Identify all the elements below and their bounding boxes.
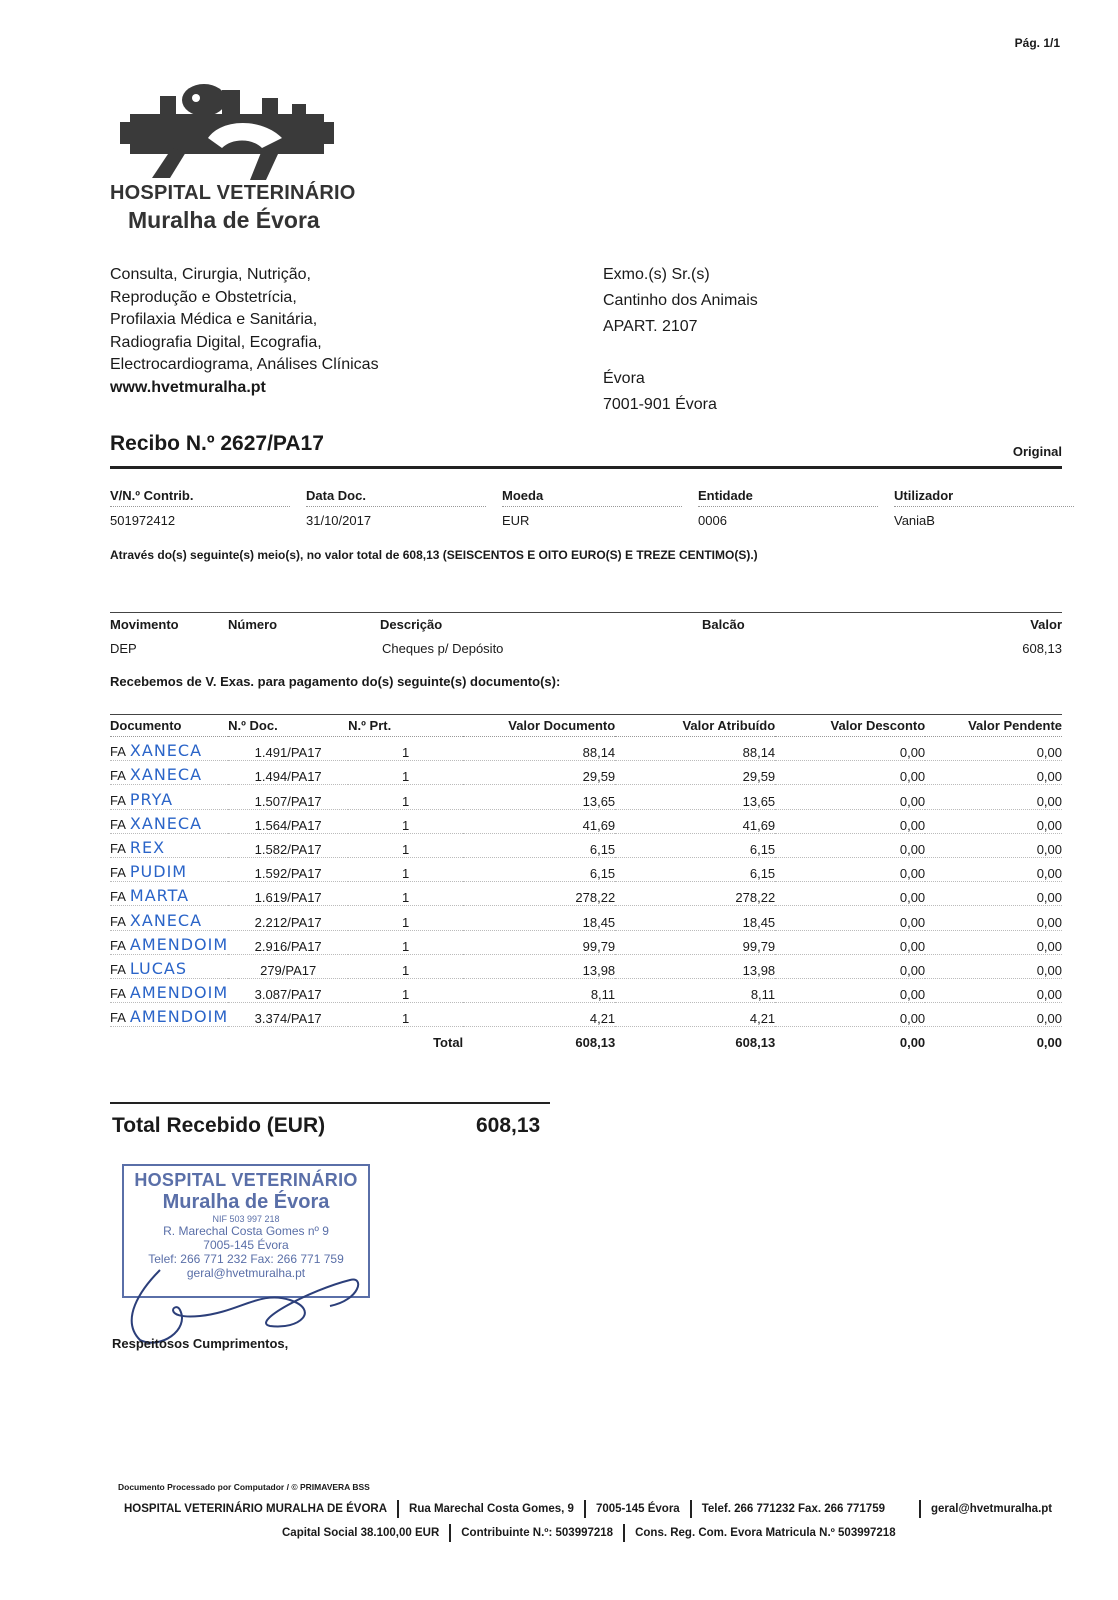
cell-assigned-value: 4,21 [615,1003,775,1027]
cell-doc-number: 1.507/PA17 [228,785,348,809]
doc-type: FA [110,986,126,1002]
footer-line2 [282,1524,896,1542]
movement-header: Descrição [380,617,443,632]
meta-header: Moeda [502,488,682,507]
doc-type: FA [110,937,126,953]
footer-capital: Capital Social 38.100,00 EUR [282,1527,440,1540]
handwritten-note: XANECA [129,813,203,833]
cell-assigned-value: 41,69 [615,809,775,833]
cell-part-number: 1 [348,1003,463,1027]
cell-discount-value: 0,00 [775,1003,925,1027]
movement-header: Número [228,617,278,632]
movement-header: Valor [1030,617,1062,632]
cell-discount-value: 0,00 [775,954,925,978]
cell-doc-value: 4,21 [463,1003,615,1027]
handwritten-note: AMENDOIM [129,1007,229,1027]
movement-header: Balcão [702,617,745,632]
cell-part-number: 1 [348,930,463,954]
cell-part-number: 1 [348,882,463,906]
cell-total-doc-value: 608,13 [575,1035,616,1051]
handwritten-note: PRYA [129,789,174,809]
total-divider [110,1102,550,1104]
recipient-city: Évora [603,370,645,387]
table-row [110,978,1062,1002]
cell-doc-number: 279/PA17 [228,954,348,978]
service-line: Electrocardiograma, Análises Clínicas [110,356,379,374]
service-line: Profilaxia Médica e Sanitária, [110,311,318,329]
service-line: Radiografia Digital, Ecografia, [110,333,322,351]
doc-type: FA [110,1010,126,1026]
cell-doc-value: 13,98 [463,954,615,978]
cell-doc-value: 29,59 [463,761,615,785]
cell-pending-value: 0,00 [925,737,1062,761]
table-row [110,857,1062,881]
cell-part-number: 1 [348,833,463,857]
cell-doc-number: 2.916/PA17 [228,930,348,954]
doc-type: FA [110,913,126,929]
cell-document [110,737,228,761]
cell-part-number: 1 [348,761,463,785]
meta-value: 0006 [698,513,727,528]
cell-pending-value: 0,00 [925,954,1062,978]
payment-description: Através do(s) seguinte(s) meio(s), no valor total de 608,13 (SEISCENTOS E OITO EURO(S) E TREZE CENTIMO(S).) [110,548,758,562]
cell-discount-value: 0,00 [775,978,925,1002]
docs-divider [110,714,1062,715]
cell-document [110,785,228,809]
doc-type: FA [110,816,126,832]
cell-pending-value: 0,00 [925,809,1062,833]
footer-company: HOSPITAL VETERINÁRIO MURALHA DE ÉVORA [124,1503,388,1516]
services-list [110,264,379,400]
salutation: Exmo.(s) Sr.(s) [603,266,710,283]
receipt-title: Recibo N.º 2627/PA17 [110,432,324,455]
doc-type: FA [110,792,126,808]
recipient-name: Cantinho dos Animais [603,292,758,309]
footer-email: geral@hvetmuralha.pt [931,1503,1053,1516]
cell-doc-number: 2.212/PA17 [228,906,348,930]
cell-pending-value: 0,00 [925,930,1062,954]
cell-doc-value: 88,14 [463,737,615,761]
cell-discount-value: 0,00 [775,930,925,954]
footer-nif: Contribuinte N.º: 503997218 [461,1527,614,1540]
cell-pending-value: 0,00 [925,906,1062,930]
cell-discount-value: 0,00 [775,785,925,809]
movement-header: Movimento [110,617,179,632]
stamp-postal: 7005-145 Évora [203,1238,289,1252]
cell-discount-value: 0,00 [775,809,925,833]
service-line: Consulta, Cirurgia, Nutrição, [110,266,311,283]
stamp-line1: HOSPITAL VETERINÁRIO [134,1170,358,1190]
movement-type: DEP [110,641,137,656]
cell-discount-value: 0,00 [775,737,925,761]
cell-document [110,857,228,881]
meta-header: Data Doc. [306,488,486,507]
table-row [110,737,1062,761]
cell-assigned-value: 6,15 [615,857,775,881]
cell-empty [110,1027,228,1051]
column-header: N.º Prt. [348,718,463,737]
cell-assigned-value: 99,79 [615,930,775,954]
cell-discount-value: 0,00 [775,906,925,930]
column-header: Valor Pendente [925,718,1062,737]
stamp-email: geral@hvetmuralha.pt [186,1266,306,1280]
cell-discount-value: 0,00 [775,833,925,857]
cell-assigned-value: 8,11 [615,978,775,1002]
cell-pending-value: 0,00 [925,857,1062,881]
cell-pending-value: 0,00 [925,833,1062,857]
column-header: N.º Doc. [228,718,348,737]
table-row [110,954,1062,978]
hospital-logo-icon [112,78,342,182]
cell-part-number: 1 [348,978,463,1002]
cell-doc-number: 1.582/PA17 [228,833,348,857]
closing-text: Respeitosos Cumprimentos, [112,1336,289,1351]
cell-document [110,833,228,857]
doc-type: FA [110,744,126,760]
cell-part-number: 1 [348,737,463,761]
cell-document [110,1003,228,1027]
movement-value: 608,13 [1022,641,1062,656]
table-row [110,1003,1062,1027]
cell-doc-value: 18,45 [463,906,615,930]
service-line: Reprodução e Obstetrícia, [110,288,297,306]
doc-type: FA [110,865,126,881]
received-description: Recebemos de V. Exas. para pagamento do(s) seguinte(s) documento(s): [110,674,561,689]
movement-description: Cheques p/ Depósito [382,641,504,656]
total-row [110,1027,1062,1051]
cell-doc-value: 8,11 [463,978,615,1002]
cell-assigned-value: 6,15 [615,833,775,857]
cell-part-number: 1 [348,857,463,881]
cell-document [110,809,228,833]
cell-doc-value: 99,79 [463,930,615,954]
movement-divider [110,612,1062,613]
meta-value: VaniaB [894,513,935,528]
cell-empty [228,1027,348,1051]
cell-document [110,761,228,785]
table-header-row [110,718,1062,737]
column-header: Valor Atribuído [615,718,775,737]
meta-value: 501972412 [110,513,176,528]
stamp-line2: Muralha de Évora [162,1191,330,1213]
stamp-phones: Telef: 266 771 232 Fax: 266 771 759 [148,1252,344,1266]
handwritten-note: AMENDOIM [129,934,229,954]
cell-doc-number: 1.619/PA17 [228,882,348,906]
header-divider [110,466,1062,469]
table-row [110,930,1062,954]
cell-doc-value: 6,15 [463,833,615,857]
cell-pending-value: 0,00 [925,882,1062,906]
doc-type: FA [110,961,126,977]
cell-part-number: 1 [348,809,463,833]
column-header: Documento [110,718,228,737]
footer-line1 [124,1500,1052,1518]
doc-type: FA [110,889,126,905]
cell-assigned-value: 29,59 [615,761,775,785]
cell-doc-value: 6,15 [463,857,615,881]
footer-registry: Cons. Reg. Com. Evora Matricula N.º 503997218 [635,1527,896,1540]
cell-discount-value: 0,00 [775,761,925,785]
cell-pending-value: 0,00 [925,978,1062,1002]
cell-document [110,906,228,930]
total-received-label: Total Recebido (EUR) [112,1114,326,1137]
handwritten-note: LUCAS [129,958,188,978]
table-row [110,761,1062,785]
cell-assigned-value: 278,22 [615,882,775,906]
page-number: Pág. 1/1 [1014,36,1060,50]
meta-value: 31/10/2017 [306,513,372,528]
handwritten-note: AMENDOIM [129,983,229,1003]
cell-part-number: 1 [348,954,463,978]
cell-total-discount: 0,00 [899,1035,926,1051]
meta-header: Utilizador [894,488,1074,507]
stamp-nif: NIF 503 997 218 [212,1214,280,1224]
footer-phone: Telef. 266 771232 Fax. 266 771759 [701,1503,885,1516]
cell-assigned-value: 13,98 [615,954,775,978]
table-row [110,809,1062,833]
stamp-street: R. Marechal Costa Gomes nº 9 [163,1224,329,1238]
documents-table [110,718,1062,1050]
doc-type: FA [110,768,126,784]
handwritten-note: REX [129,837,166,857]
brand-subname: Muralha de Évora [128,207,320,233]
doc-type: FA [110,840,126,856]
column-header: Valor Desconto [775,718,925,737]
cell-discount-value: 0,00 [775,857,925,881]
cell-part-number: 1 [348,785,463,809]
cell-total-pending: 0,00 [1036,1035,1062,1051]
total-label: Total [433,1035,464,1051]
cell-document [110,930,228,954]
cell-doc-number: 1.491/PA17 [228,737,348,761]
handwritten-note: XANECA [129,765,203,785]
recipient-apartado: APART. 2107 [603,318,698,335]
cell-doc-number: 1.494/PA17 [228,761,348,785]
cell-doc-number: 1.592/PA17 [228,857,348,881]
cell-doc-value: 13,65 [463,785,615,809]
website: www.hvetmuralha.pt [110,378,266,396]
meta-value: EUR [502,513,530,528]
cell-assigned-value: 18,45 [615,906,775,930]
handwritten-note: MARTA [129,886,190,906]
cell-assigned-value: 88,14 [615,737,775,761]
table-row [110,785,1062,809]
handwritten-note: PUDIM [129,862,188,882]
cell-discount-value: 0,00 [775,882,925,906]
cell-total-assigned: 608,13 [735,1035,776,1051]
cell-doc-number: 3.087/PA17 [228,978,348,1002]
meta-header: Entidade [698,488,878,507]
table-row [110,882,1062,906]
handwritten-note: XANECA [129,741,203,761]
cell-document [110,978,228,1002]
cell-doc-number: 3.374/PA17 [228,1003,348,1027]
cell-part-number: 1 [348,906,463,930]
cell-doc-number: 1.564/PA17 [228,809,348,833]
footer-street: Rua Marechal Costa Gomes, 9 [409,1503,574,1516]
cell-assigned-value: 13,65 [615,785,775,809]
table-row [110,833,1062,857]
cell-pending-value: 0,00 [925,785,1062,809]
recipient-address [603,262,758,418]
cell-pending-value: 0,00 [925,761,1062,785]
cell-pending-value: 0,00 [925,1003,1062,1027]
cell-document [110,954,228,978]
cell-doc-value: 278,22 [463,882,615,906]
handwritten-note: XANECA [129,910,203,930]
brand-name: HOSPITAL VETERINÁRIO [110,182,356,204]
recipient-postal: 7001-901 Évora [603,396,717,413]
total-received-value: 608,13 [476,1114,541,1137]
table-row [110,906,1062,930]
footer-postal: 7005-145 Évora [595,1503,680,1516]
meta-header: V/N.º Contrib. [110,488,290,507]
copy-label: Original [1012,444,1062,459]
column-header: Valor Documento [463,718,615,737]
cell-document [110,882,228,906]
cell-doc-value: 41,69 [463,809,615,833]
processed-by: Documento Processado por Computador / © PRIMAVERA BSS [118,1482,370,1492]
